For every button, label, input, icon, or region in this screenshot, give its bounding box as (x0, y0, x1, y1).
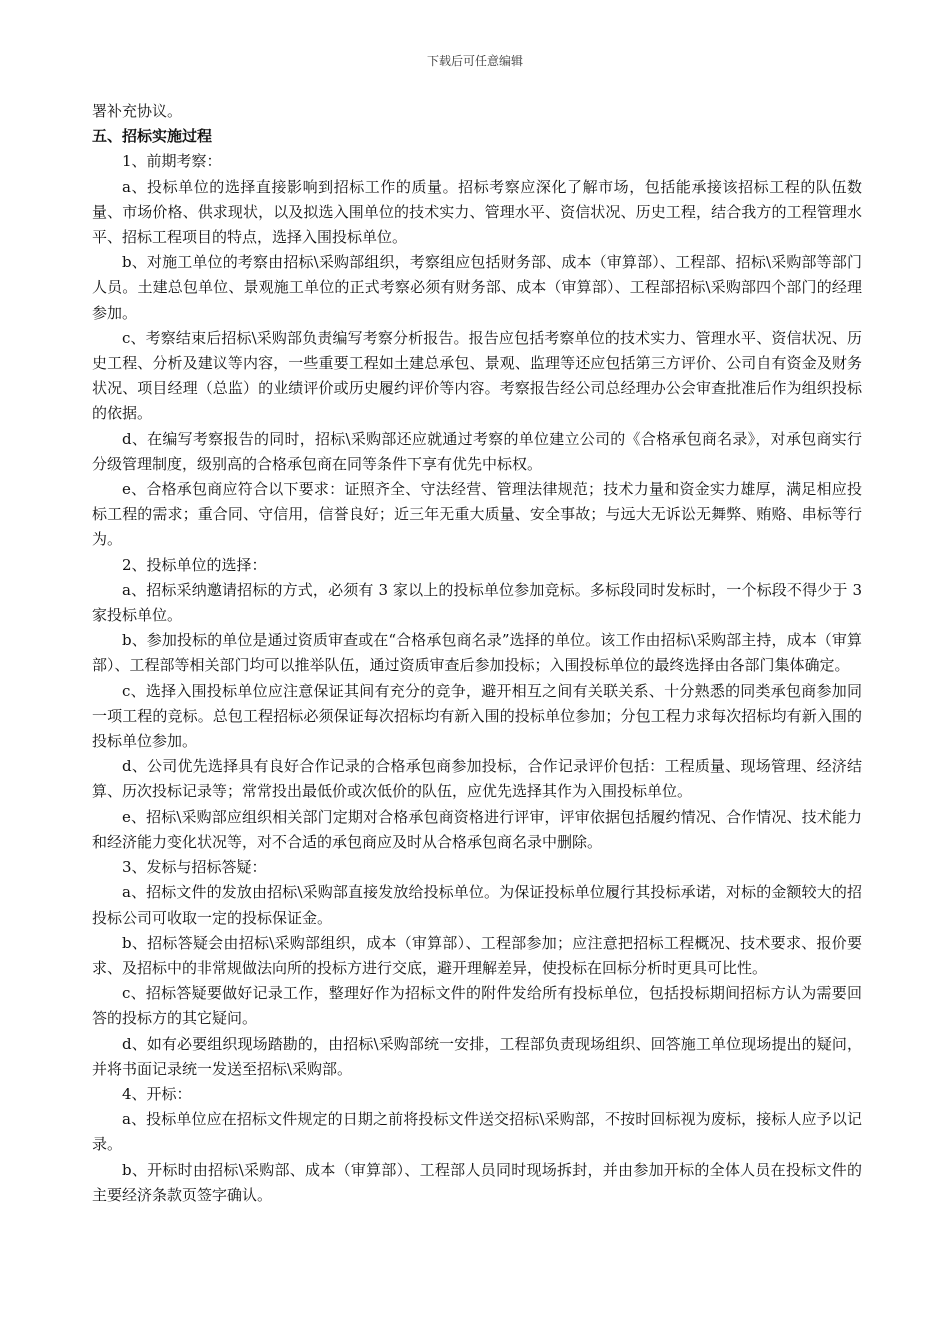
subsection-heading: 4、开标： (122, 1084, 192, 1103)
subsection-heading: 1、前期考察： (122, 152, 222, 171)
document-body (92, 99, 862, 1208)
subsection-heading: 3、发标与招标答疑： (122, 858, 267, 877)
paragraph: d、在编写考察报告的同时，招标\采购部还应就通过考察的单位建立公司的《合格承包商名录》，对承包商实行分级管理制度，级别高的合格承包商在同等条件下享有优先中标权。 (92, 429, 862, 473)
paragraph: e、招标\采购部应组织相关部门定期对合格承包商资格进行评审，评审依据包括履约情况、合作情况、技术能力和经济能力变化状况等，对不合适的承包商应及时从合格承包商名录中删除。 (92, 807, 862, 851)
paragraph: a、招标文件的发放由招标\采购部直接发放给投标单位。为保证投标单位履行其投标承诺，对标的金额较大的招投标公司可收取一定的投标保证金。 (92, 883, 862, 927)
continuation-text: 署补充协议。 (92, 102, 183, 120)
paragraph: c、招标答疑要做好记录工作，整理好作为招标文件的附件发给所有投标单位，包括投标期间招标方认为需要回答的投标方的其它疑问。 (92, 984, 862, 1028)
subsection-heading: 2、投标单位的选择： (122, 555, 267, 574)
paragraph: c、考察结束后招标\采购部负责编写考察分析报告。报告应包括考察单位的技术实力、管理水平、资信状况、历史工程、分析及建议等内容，一些重要工程如土建总承包、景观、监理等还应包括第三方评价、公司自有资金及财务状况、项目经理（总监）的业绩评价或历史履约评价等内容。考察报告经公司总经理办公会审查批准后作为组织投标的依据。 (92, 328, 862, 423)
paragraph: b、招标答疑会由招标\采购部组织，成本（审算部）、工程部参加；应注意把招标工程概况、技术要求、报价要求、及招标中的非常规做法向所的投标方进行交底，避开理解差异，使投标在回标分析时更具可比性。 (92, 933, 862, 977)
paragraph: a、投标单位的选择直接影响到招标工作的质量。招标考察应深化了解市场，包括能承接该招标工程的队伍数量、市场价格、供求现状，以及拟选入围单位的技术实力、管理水平、资信状况、历史工程，结合我方的工程管理水平、招标工程项目的特点，选择入围投标单位。 (92, 177, 862, 247)
page-header: 下载后可任意编辑 (426, 54, 523, 68)
paragraph: c、选择入围投标单位应注意保证其间有充分的竞争，避开相互之间有关联关系、十分熟悉的同类承包商参加同一项工程的竞标。总包工程招标必须保证每次招标均有新入围的投标单位参加；分包工程力求每次招标均有新入围的投标单位参加。 (92, 681, 862, 751)
paragraph: b、参加投标的单位是通过资质审查或在“合格承包商名录”选择的单位。该工作由招标\采购部主持，成本（审算部）、工程部等相关部门均可以推举队伍，通过资质审查后参加投标；入围投标单位的最终选择由各部门集体确定。 (92, 631, 862, 675)
paragraph: a、招标采纳邀请招标的方式，必须有 3 家以上的投标单位参加竞标。多标段同时发标时，一个标段不得少于 3 家投标单位。 (92, 580, 862, 625)
section-heading: 五、招标实施过程 (92, 127, 213, 146)
paragraph: b、对施工单位的考察由招标\采购部组织，考察组应包括财务部、成本（审算部）、工程部、招标\采购部等部门人员。土建总包单位、景观施工单位的正式考察必须有财务部、成本（审算部）、工程部招标\采购部四个部门的经理参加。 (92, 253, 862, 322)
paragraph: e、合格承包商应符合以下要求：证照齐全、守法经营、管理法律规范；技术力量和资金实力雄厚，满足相应投标工程的需求；重合同、守信用，信誉良好；近三年无重大质量、安全事故；与远大无诉讼无舞弊、贿赂、串标等行为。 (92, 480, 862, 549)
paragraph: d、公司优先选择具有良好合作记录的合格承包商参加投标，合作记录评价包括：工程质量、现场管理、经济结算、历次投标记录等；常常投出最低价或次低价的队伍，应优先选择其作为入围投标单位。 (92, 757, 862, 801)
paragraph: a、投标单位应在招标文件规定的日期之前将投标文件送交招标\采购部，不按时回标视为废标，接标人应予以记录。 (92, 1110, 862, 1154)
paragraph: d、如有必要组织现场踏勘的，由招标\采购部统一安排，工程部负责现场组织、回答施工单位现场提出的疑问，并将书面记录统一发送至招标\采购部。 (92, 1034, 862, 1078)
paragraph: b、开标时由招标\采购部、成本（审算部）、工程部人员同时现场拆封，并由参加开标的全体人员在投标文件的主要经济条款页签字确认。 (92, 1160, 862, 1204)
